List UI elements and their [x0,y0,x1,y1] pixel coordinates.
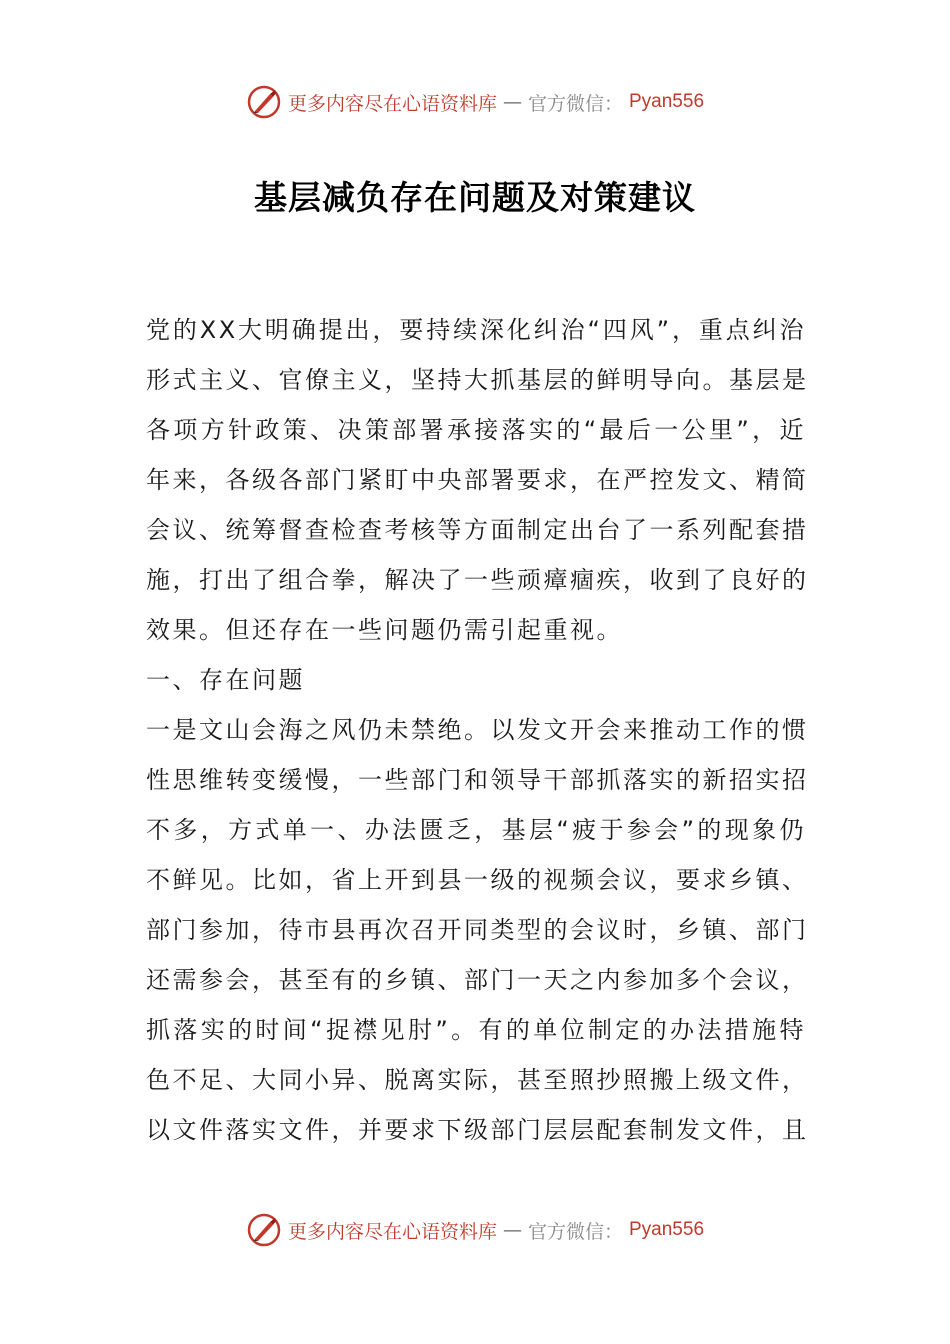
body-line: 部门参加，待市县再次召开同类型的会议时，乡镇、部门 [146,916,809,944]
banner-wechat-id: Pyan556 [629,91,705,112]
body-line: 党的XX大明确提出，要持续深化纠治“四风”，重点纠治 [146,316,806,344]
body-line: 形式主义、官僚主义，坚持大抓基层的鲜明导向。基层是 [146,366,809,394]
header-watermark-banner [0,80,950,124]
body-line: 以文件落实文件，并要求下级部门层层配套制发文件，且 [146,1116,809,1144]
banner-contact-label: 官方微信： [527,92,623,115]
banner-main-text: 更多内容尽在心语资料库 [287,1220,497,1243]
body-line: 不多，方式单一、办法匮乏，基层“疲于参会”的现象仍 [146,816,806,844]
quill-logo-icon [246,1212,282,1248]
body-line: 不鲜见。比如，省上开到县一级的视频会议，要求乡镇、 [146,866,809,894]
banner-main-text: 更多内容尽在心语资料库 [287,92,497,115]
quill-logo-icon [246,84,282,120]
body-line: 还需参会，甚至有的乡镇、部门一天之内参加多个会议， [146,966,809,994]
body-line: 年来，各级各部门紧盯中央部署要求，在严控发文、精简 [146,466,809,494]
banner-separator: — [502,1219,522,1241]
body-line: 色不足、大同小异、脱离实际，甚至照抄照搬上级文件， [146,1066,809,1094]
body-line: 各项方针政策、决策部署承接落实的“最后一公里”，近 [146,416,806,444]
banner-contact-label: 官方微信： [527,1220,623,1243]
footer-watermark-banner [0,1208,950,1252]
document-body [146,305,809,1155]
body-line: 效果。但还存在一些问题仍需引起重视。 [146,616,623,644]
banner-wechat-id: Pyan556 [629,1219,705,1240]
body-line: 会议、统筹督查检查考核等方面制定出台了一系列配套措 [146,516,809,544]
body-line: 性思维转变缓慢，一些部门和领导干部抓落实的新招实招 [146,766,809,794]
banner-separator: — [502,91,522,113]
document-title: 基层减负存在问题及对策建议 [254,178,696,217]
body-line: 抓落实的时间“捉襟见肘”。有的单位制定的办法措施特 [146,1016,806,1044]
body-line: 施，打出了组合拳，解决了一些顽瘴痼疾，收到了良好的 [146,566,809,594]
section-heading: 一、存在问题 [146,666,305,694]
body-line: 一是文山会海之风仍未禁绝。以发文开会来推动工作的惯 [146,716,809,744]
